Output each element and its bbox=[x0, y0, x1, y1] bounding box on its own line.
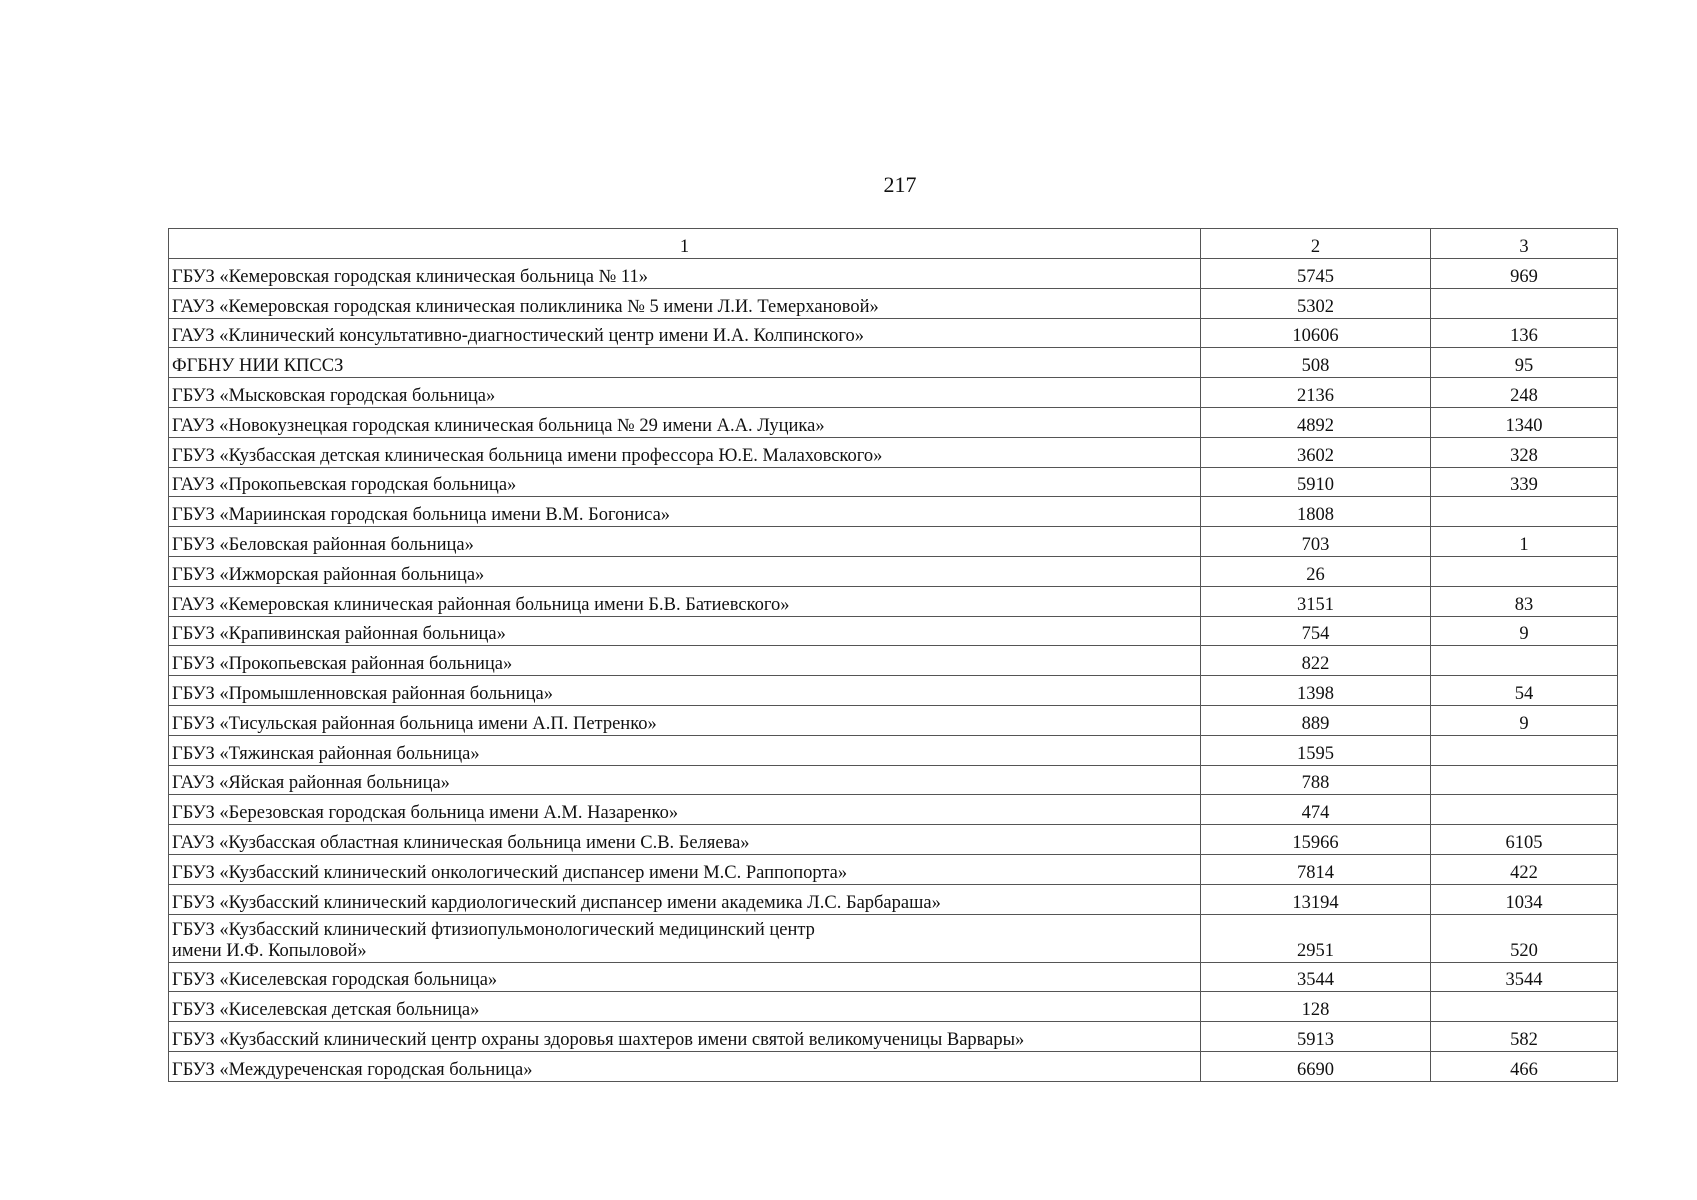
column-2-value: 3544 bbox=[1201, 962, 1431, 992]
table-row bbox=[169, 1022, 1618, 1052]
institution-name-cell bbox=[169, 497, 1201, 527]
table-row bbox=[169, 348, 1618, 378]
table-header-row bbox=[169, 229, 1618, 259]
table-row bbox=[169, 527, 1618, 557]
column-3-value: 3544 bbox=[1431, 962, 1618, 992]
institution-name: ГБУЗ «Тяжинская районная больница» bbox=[172, 743, 480, 764]
institution-name-cell bbox=[169, 1051, 1201, 1081]
table-row bbox=[169, 378, 1618, 408]
institution-name: ГАУЗ «Прокопьевская городская больница» bbox=[172, 475, 517, 496]
column-3-value bbox=[1431, 288, 1618, 318]
table-row bbox=[169, 854, 1618, 884]
table-row bbox=[169, 705, 1618, 735]
table-row bbox=[169, 467, 1618, 497]
institution-name-cell bbox=[169, 825, 1201, 855]
table-row bbox=[169, 646, 1618, 676]
table-row bbox=[169, 318, 1618, 348]
table-row bbox=[169, 825, 1618, 855]
column-2-value: 788 bbox=[1201, 765, 1431, 795]
institution-name-cell bbox=[169, 1022, 1201, 1052]
table-row bbox=[169, 795, 1618, 825]
table-row bbox=[169, 407, 1618, 437]
column-3-value: 1 bbox=[1431, 527, 1618, 557]
table-row bbox=[169, 437, 1618, 467]
table-row bbox=[169, 992, 1618, 1022]
column-3-value: 466 bbox=[1431, 1051, 1618, 1081]
column-2-value: 5913 bbox=[1201, 1022, 1431, 1052]
institution-name: ГБУЗ «Киселевская детская больница» bbox=[172, 1000, 480, 1021]
institution-name: ГБУЗ «Прокопьевская районная больница» bbox=[172, 654, 513, 675]
institution-name-cell bbox=[169, 676, 1201, 706]
column-2-value: 7814 bbox=[1201, 854, 1431, 884]
column-2-value: 703 bbox=[1201, 527, 1431, 557]
institution-name: ГБУЗ «Беловская районная больница» bbox=[172, 534, 474, 555]
institution-name: ГБУЗ «Ижморская районная больница» bbox=[172, 564, 485, 585]
header-cell-1: 1 bbox=[169, 229, 1201, 259]
column-2-value: 6690 bbox=[1201, 1051, 1431, 1081]
column-3-value: 54 bbox=[1431, 676, 1618, 706]
table-row bbox=[169, 259, 1618, 289]
institution-name-cell bbox=[169, 378, 1201, 408]
institution-name-cell bbox=[169, 348, 1201, 378]
institution-name: ГБУЗ «Кузбасский клинический центр охраны здоровья шахтеров имени святой великомученицы Варвары» bbox=[172, 1029, 1025, 1050]
table-row bbox=[169, 735, 1618, 765]
institution-name: ГАУЗ «Кемеровская городская клиническая поликлиника № 5 имени Л.И. Темерхановой» bbox=[172, 296, 879, 317]
header-cell-3: 3 bbox=[1431, 229, 1618, 259]
column-3-value: 95 bbox=[1431, 348, 1618, 378]
institution-name-cell bbox=[169, 992, 1201, 1022]
institution-name: ГАУЗ «Новокузнецкая городская клиническая больница № 29 имени А.А. Луцика» bbox=[172, 415, 825, 436]
data-table bbox=[168, 228, 1618, 1082]
institution-name-cell bbox=[169, 795, 1201, 825]
column-3-value: 9 bbox=[1431, 705, 1618, 735]
column-3-value: 1034 bbox=[1431, 884, 1618, 914]
page-number: 217 bbox=[883, 172, 917, 197]
institution-name: ГБУЗ «Кузбасский клинический кардиологический диспансер имени академика Л.С. Барбараша» bbox=[172, 892, 941, 913]
table-row bbox=[169, 962, 1618, 992]
column-2-value: 10606 bbox=[1201, 318, 1431, 348]
institution-name: ФГБНУ НИИ КПССЗ bbox=[172, 356, 344, 377]
table-row bbox=[169, 676, 1618, 706]
column-3-value: 136 bbox=[1431, 318, 1618, 348]
column-3-value: 9 bbox=[1431, 616, 1618, 646]
institution-name: ГАУЗ «Кузбасская областная клиническая больница имени С.В. Беляева» bbox=[172, 832, 750, 853]
institution-name-cell bbox=[169, 259, 1201, 289]
column-3-value: 422 bbox=[1431, 854, 1618, 884]
column-2-value: 1595 bbox=[1201, 735, 1431, 765]
institution-name-cell bbox=[169, 705, 1201, 735]
institution-name-cell bbox=[169, 735, 1201, 765]
institution-name-cell bbox=[169, 437, 1201, 467]
column-2-value: 2951 bbox=[1201, 914, 1431, 962]
column-2-value: 508 bbox=[1201, 348, 1431, 378]
institution-name-cell bbox=[169, 586, 1201, 616]
column-2-value: 26 bbox=[1201, 556, 1431, 586]
table-row bbox=[169, 765, 1618, 795]
table-row bbox=[169, 616, 1618, 646]
institution-name: ГБУЗ «Березовская городская больница имени А.М. Назаренко» bbox=[172, 803, 679, 824]
column-2-value: 889 bbox=[1201, 705, 1431, 735]
column-2-value: 5302 bbox=[1201, 288, 1431, 318]
table-row bbox=[169, 1051, 1618, 1081]
institution-name: ГБУЗ «Кузбасский клинический онкологический диспансер имени М.С. Раппопорта» bbox=[172, 862, 848, 883]
column-2-value: 5745 bbox=[1201, 259, 1431, 289]
column-3-value bbox=[1431, 497, 1618, 527]
institution-name: ГАУЗ «Кемеровская клиническая районная больница имени Б.В. Батиевского» bbox=[172, 594, 790, 615]
institution-name-cell bbox=[169, 646, 1201, 676]
table-row bbox=[169, 497, 1618, 527]
column-3-value: 1340 bbox=[1431, 407, 1618, 437]
institution-name-cell bbox=[169, 467, 1201, 497]
column-2-value: 3151 bbox=[1201, 586, 1431, 616]
institution-name-cell bbox=[169, 527, 1201, 557]
column-3-value bbox=[1431, 765, 1618, 795]
table-body bbox=[169, 229, 1618, 1082]
table-row bbox=[169, 914, 1618, 962]
header-cell-2: 2 bbox=[1201, 229, 1431, 259]
table-row bbox=[169, 556, 1618, 586]
column-3-value: 248 bbox=[1431, 378, 1618, 408]
institution-name: ГАУЗ «Клинический консультативно-диагностический центр имени И.А. Колпинского» bbox=[172, 326, 864, 347]
institution-name-cell bbox=[169, 854, 1201, 884]
institution-name: ГБУЗ «Крапивинская районная больница» bbox=[172, 624, 506, 645]
institution-name: ГБУЗ «Кузбасский клинический фтизиопульмонологический медицинский центр bbox=[172, 919, 815, 940]
column-3-value: 969 bbox=[1431, 259, 1618, 289]
institution-name-cell bbox=[169, 288, 1201, 318]
institution-name-cell bbox=[169, 765, 1201, 795]
column-3-value: 6105 bbox=[1431, 825, 1618, 855]
column-3-value: 339 bbox=[1431, 467, 1618, 497]
institution-name-cell bbox=[169, 962, 1201, 992]
institution-name-cell bbox=[169, 914, 1201, 962]
column-2-value: 474 bbox=[1201, 795, 1431, 825]
institution-name: ГБУЗ «Кузбасская детская клиническая больница имени профессора Ю.Е. Малаховского» bbox=[172, 445, 883, 466]
column-2-value: 822 bbox=[1201, 646, 1431, 676]
institution-name-cell bbox=[169, 616, 1201, 646]
institution-name-cell bbox=[169, 407, 1201, 437]
column-3-value bbox=[1431, 795, 1618, 825]
institution-name: ГБУЗ «Мариинская городская больница имени В.М. Богониса» bbox=[172, 505, 671, 526]
institution-name-cell bbox=[169, 556, 1201, 586]
institution-name-cell bbox=[169, 318, 1201, 348]
institution-name: ГБУЗ «Киселевская городская больница» bbox=[172, 970, 498, 991]
column-2-value: 3602 bbox=[1201, 437, 1431, 467]
column-3-value: 520 bbox=[1431, 914, 1618, 962]
column-3-value: 328 bbox=[1431, 437, 1618, 467]
column-3-value: 83 bbox=[1431, 586, 1618, 616]
column-3-value bbox=[1431, 646, 1618, 676]
column-2-value: 1398 bbox=[1201, 676, 1431, 706]
table-row bbox=[169, 586, 1618, 616]
institution-name: ГАУЗ «Яйская районная больница» bbox=[172, 773, 450, 794]
column-3-value: 582 bbox=[1431, 1022, 1618, 1052]
column-2-value: 754 bbox=[1201, 616, 1431, 646]
column-2-value: 4892 bbox=[1201, 407, 1431, 437]
column-3-value bbox=[1431, 992, 1618, 1022]
column-2-value: 13194 bbox=[1201, 884, 1431, 914]
table-row bbox=[169, 288, 1618, 318]
institution-name: ГБУЗ «Междуреченская городская больница» bbox=[172, 1059, 533, 1080]
institution-name: ГБУЗ «Тисульская районная больница имени А.П. Петренко» bbox=[172, 713, 657, 734]
institution-name: ГБУЗ «Кемеровская городская клиническая больница № 11» bbox=[172, 266, 648, 287]
column-3-value bbox=[1431, 556, 1618, 586]
institution-name-continued: имени И.Ф. Копыловой» bbox=[172, 940, 367, 961]
institution-name: ГБУЗ «Промышленновская районная больница» bbox=[172, 683, 553, 704]
column-2-value: 128 bbox=[1201, 992, 1431, 1022]
column-2-value: 15966 bbox=[1201, 825, 1431, 855]
column-2-value: 2136 bbox=[1201, 378, 1431, 408]
table-row bbox=[169, 884, 1618, 914]
column-2-value: 1808 bbox=[1201, 497, 1431, 527]
column-2-value: 5910 bbox=[1201, 467, 1431, 497]
column-3-value bbox=[1431, 735, 1618, 765]
institution-name-cell bbox=[169, 884, 1201, 914]
institution-name: ГБУЗ «Мысковская городская больница» bbox=[172, 385, 496, 406]
